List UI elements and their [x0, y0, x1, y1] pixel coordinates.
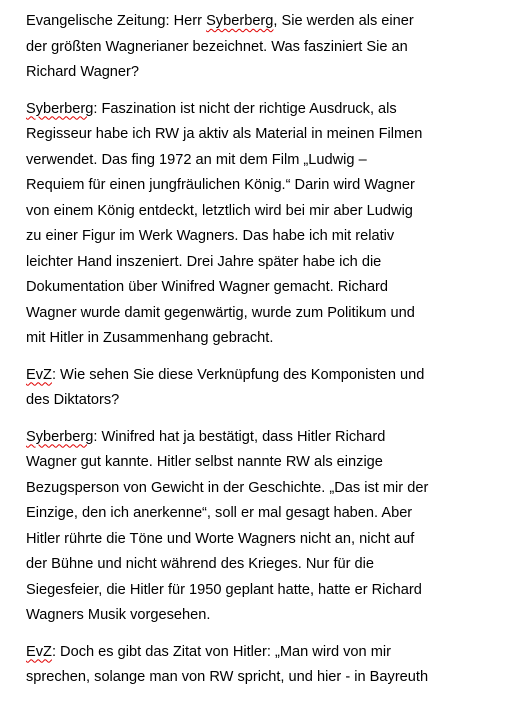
text-line: von einem König entdeckt, letztlich wird bei mir aber Ludwig — [26, 202, 413, 219]
line-text: Evangelische Zeitung: Herr — [26, 13, 207, 29]
speaker-name-misspelled: Syberberg — [26, 428, 94, 445]
interview-question-1 — [26, 9, 506, 86]
document-body — [26, 9, 506, 702]
text-line — [26, 363, 506, 389]
text-line: Requiem für einen jungfräulichen König.“ Darin wird Wagner — [26, 177, 415, 193]
text-line — [26, 425, 506, 451]
text-line: verwendet. Das fing 1972 an mit dem Film „Ludwig – — [26, 151, 367, 168]
text-line: Regisseur habe ich RW ja aktiv als Material in meinen Filmen — [26, 126, 423, 142]
text-line: Bezugsperson von Gewicht in der Geschichte. „Das ist mir der — [26, 479, 429, 496]
speaker-name-misspelled: Syberberg — [206, 13, 274, 29]
interview-question-2 — [26, 363, 506, 414]
text-line: der Bühne und nicht während des Krieges. Nur für die — [26, 556, 375, 572]
speaker-name-misspelled: Syberberg — [26, 100, 94, 117]
text-line: Wagner wurde damit gegenwärtig, wurde zum Politikum und — [26, 304, 415, 321]
interview-question-3 — [26, 640, 506, 691]
text-line: zu einer Figur im Werk Wagners. Das habe ich mit relativ — [26, 228, 395, 244]
interview-answer-1 — [26, 97, 506, 352]
text-line: Richard Wagner? — [26, 64, 140, 80]
text-line: leichter Hand inszeniert. Drei Jahre später habe ich die — [26, 253, 382, 270]
text-line: Einzige, den ich anerkenne“, soll er mal gesagt haben. Aber — [26, 505, 413, 521]
line-text: : Winifred hat ja bestätigt, dass Hitler Richard — [93, 428, 386, 445]
interview-answer-2 — [26, 425, 506, 629]
text-line: Wagner gut kannte. Hitler selbst nannte RW als einzige — [26, 454, 383, 470]
text-line: Siegesfeier, die Hitler für 1950 geplant hatte, hatte er Richard — [26, 581, 422, 598]
text-line: der größten Wagnerianer bezeichnet. Was fasziniert Sie an — [26, 38, 408, 55]
text-line: sprechen, solange man von RW spricht, und hier - in Bayreuth — [26, 669, 429, 685]
text-line: des Diktators? — [26, 392, 120, 408]
text-line: mit Hitler in Zusammenhang gebracht. — [26, 330, 274, 346]
line-text: : Doch es gibt das Zitat von Hitler: „Man wird von mir — [51, 643, 391, 660]
line-text: : Faszination ist nicht der richtige Ausdruck, als — [93, 100, 397, 117]
text-line: Wagners Musik vorgesehen. — [26, 607, 211, 623]
text-line — [26, 97, 506, 123]
text-line — [26, 640, 506, 666]
text-line — [26, 9, 506, 35]
line-text: : Wie sehen Sie diese Verknüpfung des Komponisten und — [51, 366, 425, 383]
text-line: Hitler rührte die Töne und Worte Wagners nicht an, nicht auf — [26, 530, 415, 547]
line-text: , Sie werden als einer — [273, 13, 414, 29]
text-line: Dokumentation über Winifred Wagner gemacht. Richard — [26, 279, 389, 295]
speaker-name-misspelled: EvZ — [26, 643, 52, 660]
speaker-name-misspelled: EvZ — [26, 366, 52, 383]
